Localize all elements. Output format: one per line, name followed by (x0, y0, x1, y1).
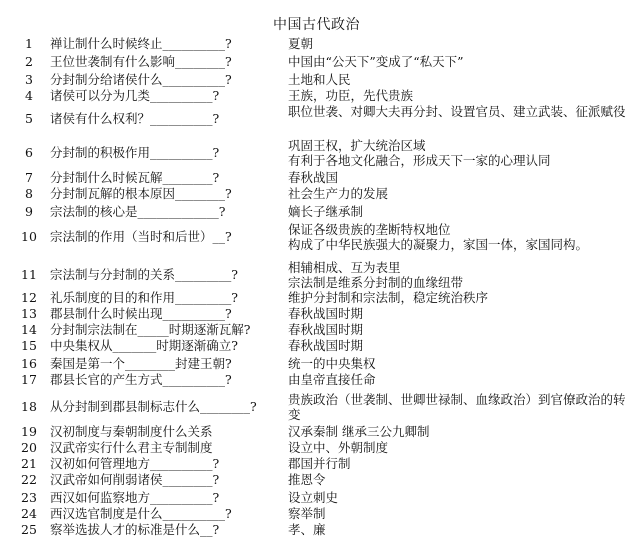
answer-text (288, 490, 628, 505)
row-number: 17 (21, 372, 37, 387)
row-number: 25 (21, 522, 37, 537)
answer-text (288, 306, 628, 321)
answer-line: 嫡长子继承制 (288, 204, 364, 219)
answer-line: 设立中、外朝制度 (288, 440, 389, 455)
answer-text (288, 456, 628, 471)
row-number: 14 (21, 322, 37, 337)
row-number: 15 (21, 338, 37, 353)
answer-text (288, 54, 628, 69)
answer-text (288, 88, 628, 103)
answer-line: 维护分封制和宗法制，稳定统治秩序 (288, 290, 489, 305)
row-number: 11 (21, 267, 37, 282)
question-text: 郡县长官的产生方式__________? (50, 372, 232, 387)
row-number: 24 (21, 506, 37, 521)
row-number: 8 (25, 186, 33, 201)
row-number: 20 (21, 440, 37, 455)
answer-text (288, 290, 628, 305)
question-text: 诸侯有什么权利？__________? (50, 111, 220, 126)
answer-line: 郡国并行制 (288, 456, 351, 471)
answer-text (288, 138, 628, 168)
question-text: 中央集权从_______时期逐渐确立? (50, 338, 238, 353)
answer-line: 夏朝 (288, 36, 314, 51)
answer-line: 春秋战国时期 (288, 338, 364, 353)
answer-line: 巩固王权，扩大统治区域 (288, 138, 426, 153)
answer-text (288, 322, 628, 337)
answer-text (288, 356, 628, 371)
question-text: 宗法制的作用（当时和后世）__? (50, 229, 232, 244)
answer-line: 贵族政治（世袭制、世卿世禄制、血缘政治）到官僚政治的转变 (288, 392, 626, 422)
answer-line: 汉承秦制 继承三公九卿制 (288, 424, 430, 439)
answer-text (288, 392, 628, 422)
question-text: 汉武帝实行什么君主专制制度 (50, 440, 213, 455)
answer-line: 孝、廉 (288, 522, 326, 537)
answer-text (288, 338, 628, 353)
answer-text (288, 260, 628, 290)
answer-text (288, 72, 628, 87)
answer-text (288, 522, 628, 537)
answer-line: 由皇帝直接任命 (288, 372, 376, 387)
question-text: 从分封制到郡县制标志什么________? (50, 399, 257, 414)
row-number: 18 (21, 399, 37, 414)
row-number: 13 (21, 306, 37, 321)
answer-line: 春秋战国时期 (288, 306, 364, 321)
answer-text (288, 36, 628, 51)
row-number: 22 (21, 472, 37, 487)
question-text: 西汉选官制度是什么__________? (50, 506, 232, 521)
row-number: 12 (21, 290, 37, 305)
answer-line: 中国由“公天下”变成了“私天下” (288, 54, 464, 69)
answer-line: 王族，功臣，先代贵族 (288, 88, 414, 103)
question-text: 分封制瓦解的根本原因________? (50, 186, 232, 201)
question-text: 分封制分给诸侯什么__________? (50, 72, 232, 87)
question-text: 西汉如何监察地方__________? (50, 490, 220, 505)
page-title: 中国古代政治 (273, 17, 360, 33)
answer-line: 推恩令 (288, 472, 326, 487)
answer-line: 统一的中央集权 (288, 356, 376, 371)
answer-line: 职位世袭、对卿大夫再分封、设置官员、建立武装、征派赋役 (288, 104, 626, 119)
answer-text (288, 506, 628, 521)
answer-text (288, 372, 628, 387)
row-number: 2 (25, 54, 33, 69)
answer-text (288, 440, 628, 455)
answer-line: 有利于各地文化融合，形成天下一家的心理认同 (288, 153, 551, 168)
row-number: 6 (25, 145, 33, 160)
row-number: 3 (25, 72, 33, 87)
row-number: 4 (25, 88, 33, 103)
question-text: 郡县制什么时候出现__________? (50, 306, 232, 321)
question-text: 诸侯可以分为几类__________? (50, 88, 220, 103)
answer-line: 保证各级贵族的垄断特权地位 (288, 222, 451, 237)
row-number: 5 (25, 111, 33, 126)
answer-text (288, 204, 628, 219)
question-text: 分封制什么时候瓦解________? (50, 170, 220, 185)
answer-line: 构成了中华民族强大的凝聚力，家国一体，家国同构。 (288, 237, 589, 252)
answer-text (288, 424, 628, 439)
answer-line: 相辅相成、互为表里 (288, 260, 401, 275)
question-text: 汉初制度与秦朝制度什么关系 (50, 424, 213, 439)
row-number: 10 (21, 229, 37, 244)
question-text: 王位世袭制有什么影响________? (50, 54, 232, 69)
row-number: 19 (21, 424, 37, 439)
question-text: 汉初如何管理地方__________? (50, 456, 220, 471)
row-number: 1 (25, 36, 33, 51)
question-text: 察举选拔人才的标准是什么__? (50, 522, 220, 537)
question-text: 分封制的积极作用__________? (50, 145, 220, 160)
row-number: 7 (25, 170, 33, 185)
question-text: 汉武帝如何削弱诸侯________? (50, 472, 220, 487)
question-text: 分封制宗法制在_____时期逐渐瓦解? (50, 322, 251, 337)
answer-line: 春秋战国 (288, 170, 339, 185)
answer-text (288, 472, 628, 487)
row-number: 21 (21, 456, 37, 471)
answer-line: 察举制 (288, 506, 326, 521)
question-text: 宗法制的核心是_____________? (50, 204, 226, 219)
question-text: 宗法制与分封制的关系_________? (50, 267, 238, 282)
row-number: 16 (21, 356, 37, 371)
answer-text (288, 170, 628, 185)
row-number: 23 (21, 490, 37, 505)
answer-line: 社会生产力的发展 (288, 186, 389, 201)
answer-text (288, 104, 628, 119)
question-text: 秦国是第一个________封建王朝? (50, 356, 232, 371)
answer-line: 设立刺史 (288, 490, 339, 505)
answer-line: 春秋战国时期 (288, 322, 364, 337)
answer-text (288, 186, 628, 201)
answer-line: 土地和人民 (288, 72, 351, 87)
row-number: 9 (25, 204, 33, 219)
question-text: 禅让制什么时候终止__________? (50, 36, 232, 51)
question-text: 礼乐制度的目的和作用_________? (50, 290, 238, 305)
answer-text (288, 222, 628, 252)
answer-line: 宗法制是维系分封制的血缘纽带 (288, 275, 464, 290)
